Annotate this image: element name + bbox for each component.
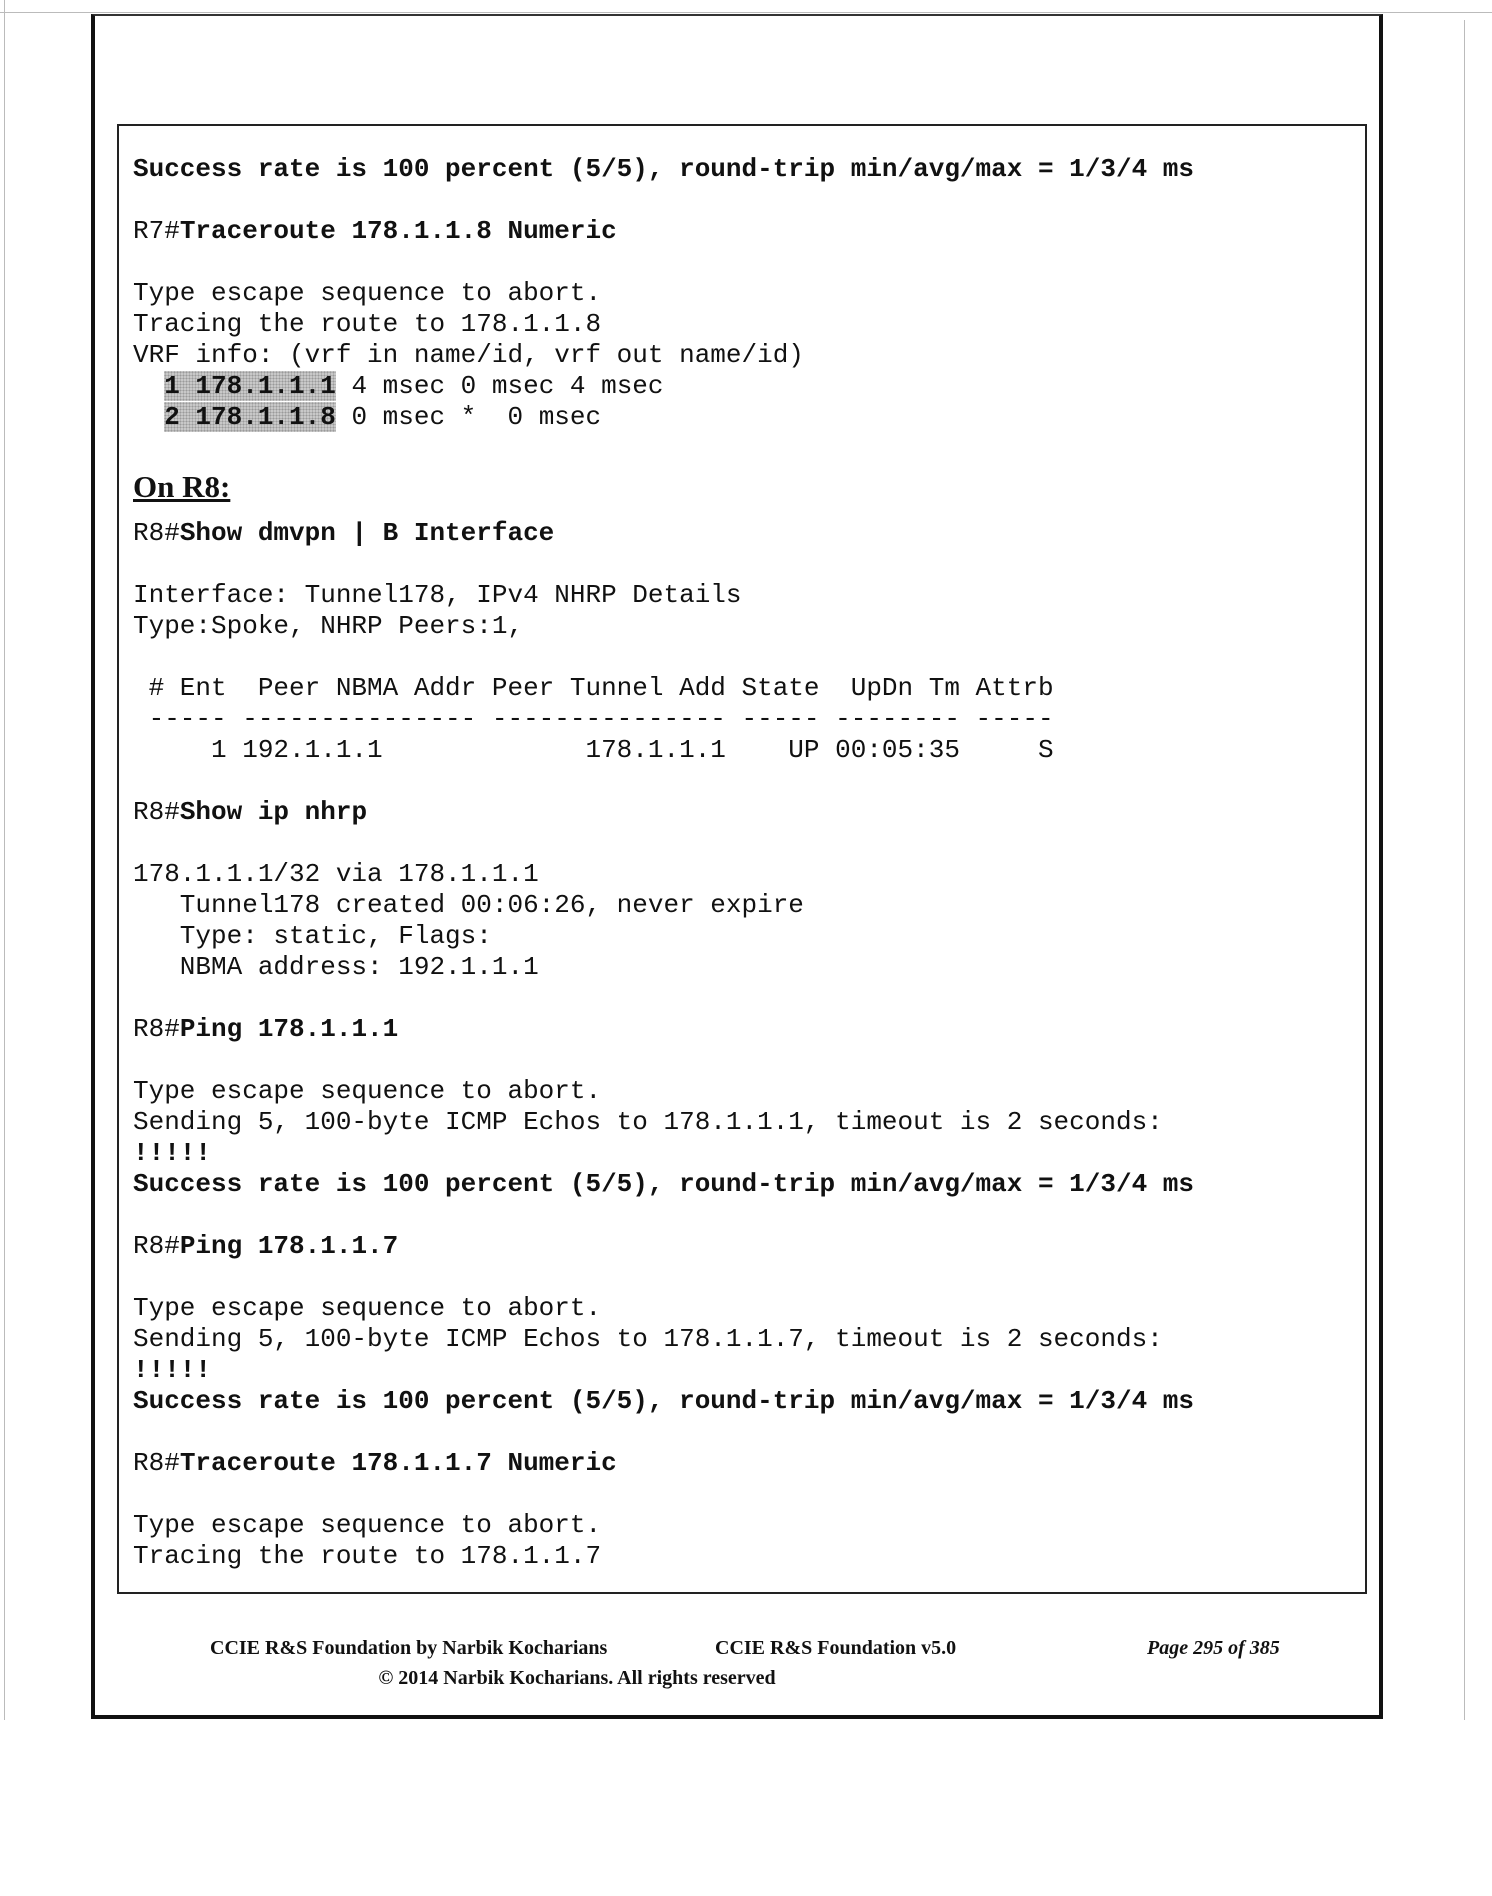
line-segment: ----- --------------- --------------- ----- -------- -----	[133, 704, 1054, 734]
line-segment: Ping 178.1.1.1	[179, 1014, 399, 1044]
line-segment: Success rate is 100 percent (5/5), round-trip min/avg/max = 1/3/4 ms	[133, 154, 1194, 184]
blank-line	[133, 549, 1194, 580]
terminal-line	[133, 1541, 1194, 1572]
line-segment: 0 msec * 0 msec	[335, 402, 602, 432]
terminal-line	[133, 1324, 1194, 1355]
terminal-line	[133, 921, 1194, 952]
line-segment: 4 msec 0 msec 4 msec	[335, 371, 664, 401]
line-segment: !!!!!	[133, 1355, 212, 1385]
footer-version: CCIE R&S Foundation v5.0	[715, 1637, 957, 1659]
line-segment: Interface: Tunnel178, IPv4 NHRP Details	[133, 580, 742, 610]
line-segment: R8#	[133, 797, 180, 827]
line-segment: # Ent Peer NBMA Addr Peer Tunnel Add State UpDn Tm Attrb	[133, 673, 1054, 703]
terminal-line	[133, 797, 1194, 828]
terminal-line	[133, 154, 1194, 185]
highlighted-hop: 1 178.1.1.1	[164, 371, 336, 401]
blank-line	[133, 1045, 1194, 1076]
line-segment: Success rate is 100 percent (5/5), round-trip min/avg/max = 1/3/4 ms	[133, 1386, 1194, 1416]
terminal-line	[133, 1293, 1194, 1324]
terminal-output	[133, 154, 1194, 1572]
terminal-line	[133, 704, 1194, 735]
line-segment: Type escape sequence to abort.	[133, 278, 602, 308]
terminal-line	[133, 580, 1194, 611]
line-segment: R8#	[133, 1448, 180, 1478]
line-segment: Show ip nhrp	[179, 797, 368, 827]
terminal-line	[133, 952, 1194, 983]
line-segment: Sending 5, 100-byte ICMP Echos to 178.1.1.1, timeout is 2 seconds:	[133, 1107, 1163, 1137]
scan-edge-right	[1464, 20, 1465, 1720]
scan-edge-top	[0, 12, 1492, 13]
terminal-line	[133, 1076, 1194, 1107]
terminal-line	[133, 673, 1194, 704]
terminal-line	[133, 1355, 1194, 1386]
line-segment: Show dmvpn | B Interface	[179, 518, 555, 548]
line-segment: Type escape sequence to abort.	[133, 1293, 602, 1323]
line-segment: Traceroute 178.1.1.7 Numeric	[179, 1448, 617, 1478]
terminal-line	[133, 518, 1194, 549]
line-segment: Type escape sequence to abort.	[133, 1510, 602, 1540]
terminal-line	[133, 402, 1194, 433]
line-segment: Tracing the route to 178.1.1.7	[133, 1541, 602, 1571]
blank-line	[133, 1200, 1194, 1231]
line-segment: Type:Spoke, NHRP Peers:1,	[133, 611, 524, 641]
line-segment	[133, 402, 164, 432]
blank-line	[133, 185, 1194, 216]
terminal-line	[133, 1107, 1194, 1138]
line-segment: !!!!!	[133, 1138, 212, 1168]
line-segment: Success rate is 100 percent (5/5), round-trip min/avg/max = 1/3/4 ms	[133, 1169, 1194, 1199]
terminal-line	[133, 371, 1194, 402]
section-heading: On R8:	[133, 469, 231, 504]
blank-line	[133, 247, 1194, 278]
terminal-line	[133, 1448, 1194, 1479]
terminal-line	[133, 1169, 1194, 1200]
line-segment	[133, 371, 164, 401]
blank-line	[133, 983, 1194, 1014]
line-segment: NBMA address: 192.1.1.1	[133, 952, 539, 982]
line-segment: 1 192.1.1.1 178.1.1.1 UP 00:05:35 S	[133, 735, 1054, 765]
terminal-line	[133, 735, 1194, 766]
copyright: © 2014 Narbik Kocharians. All rights reserved	[378, 1667, 776, 1689]
line-segment: Sending 5, 100-byte ICMP Echos to 178.1.1.7, timeout is 2 seconds:	[133, 1324, 1163, 1354]
page-number: Page 295 of 385	[1147, 1637, 1280, 1659]
line-segment: R8#	[133, 1231, 180, 1261]
line-segment: Type escape sequence to abort.	[133, 1076, 602, 1106]
line-segment: Type: static, Flags:	[133, 921, 492, 951]
terminal-line	[133, 1386, 1194, 1417]
line-segment: Ping 178.1.1.7	[179, 1231, 399, 1261]
blank-line	[133, 1417, 1194, 1448]
blank-line	[133, 828, 1194, 859]
terminal-line	[133, 1014, 1194, 1045]
terminal-line	[133, 278, 1194, 309]
line-segment: 178.1.1.1/32 via 178.1.1.1	[133, 859, 539, 889]
blank-line	[133, 766, 1194, 797]
terminal-line	[133, 216, 1194, 247]
line-segment: Tunnel178 created 00:06:26, never expire	[133, 890, 804, 920]
blank-line	[133, 1479, 1194, 1510]
code-box	[117, 124, 1367, 1594]
highlighted-hop: 2 178.1.1.8	[164, 402, 336, 432]
terminal-line	[133, 890, 1194, 921]
line-segment: R8#	[133, 1014, 180, 1044]
line-segment: Tracing the route to 178.1.1.8	[133, 309, 602, 339]
line-segment: R7#	[133, 216, 180, 246]
terminal-line	[133, 309, 1194, 340]
line-segment: Traceroute 178.1.1.8 Numeric	[179, 216, 617, 246]
blank-line	[133, 642, 1194, 673]
terminal-line	[133, 1510, 1194, 1541]
terminal-line	[133, 340, 1194, 371]
terminal-line	[133, 611, 1194, 642]
footer-title: CCIE R&S Foundation by Narbik Kocharians	[210, 1637, 608, 1659]
scan-edge-left	[4, 0, 5, 1720]
terminal-line	[133, 859, 1194, 890]
terminal-line	[133, 1138, 1194, 1169]
blank-line	[133, 1262, 1194, 1293]
line-segment: VRF info: (vrf in name/id, vrf out name/id)	[133, 340, 804, 370]
line-segment: R8#	[133, 518, 180, 548]
terminal-line	[133, 1231, 1194, 1262]
